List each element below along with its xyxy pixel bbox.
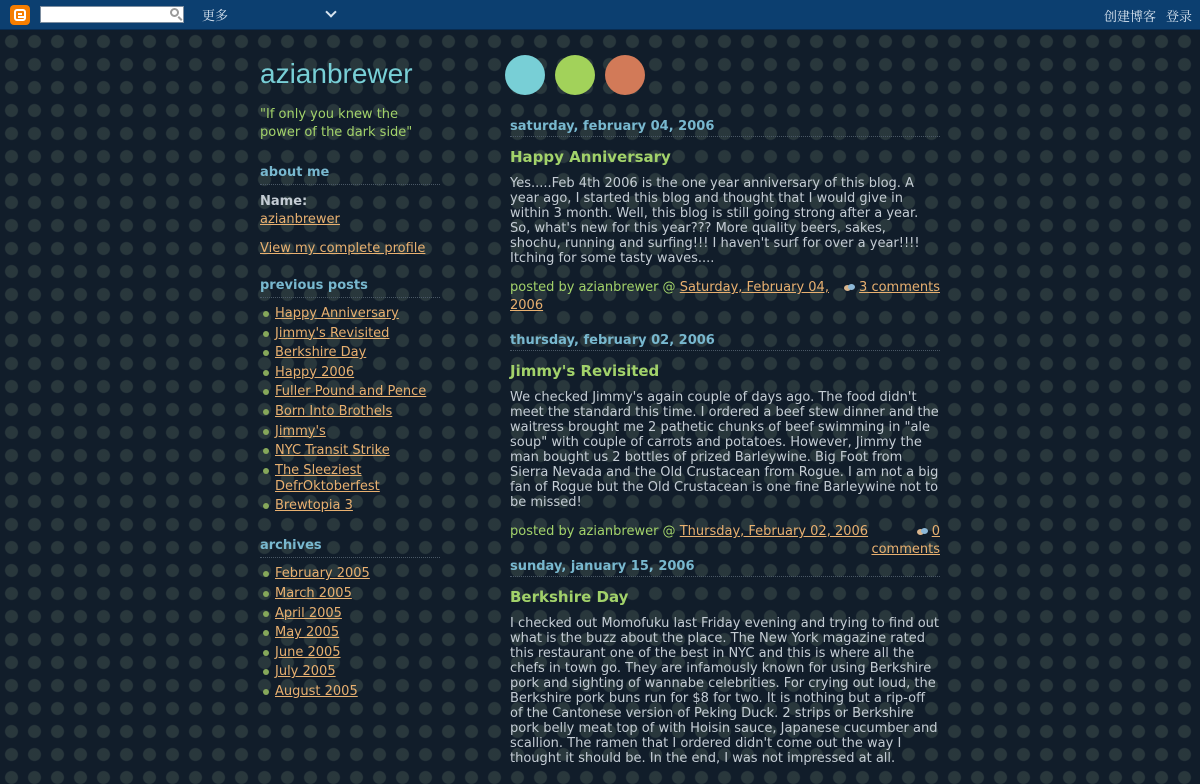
- profile-name-link[interactable]: azianbrewer: [260, 212, 340, 227]
- bullet-icon: [263, 311, 269, 317]
- post-title: Happy Anniversary: [510, 148, 671, 166]
- previous-post-item-link[interactable]: Brewtopia 3: [275, 498, 353, 514]
- comments-word-link[interactable]: comments: [871, 542, 940, 557]
- archive-item-link[interactable]: August 2005: [275, 683, 358, 699]
- view-profile-link[interactable]: View my complete profile: [260, 241, 426, 256]
- previous-post-item: [260, 443, 440, 459]
- navbar: [0, 0, 1200, 30]
- more-menu-button[interactable]: 更多: [202, 9, 229, 24]
- post-timestamp-link[interactable]: Thursday, February 02, 2006: [679, 524, 869, 539]
- bullet-icon: [263, 350, 269, 356]
- bullet-icon: [263, 611, 269, 617]
- post-timestamp-link[interactable]: Saturday, February 04, 2006: [510, 280, 829, 313]
- previous-post-item: [260, 498, 440, 514]
- archive-item-link[interactable]: April 2005: [275, 605, 342, 621]
- previous-post-item: [260, 306, 440, 322]
- comments-count-link[interactable]: 0: [931, 524, 940, 539]
- post-body: Yes.....Feb 4th 2006 is the one year anniversary of this blog. A year ago, I started this blog and thought that I would give in within 3 month. Well, this blog is still going strong after a year. So, what's new for this year??? More quality beers, sakes, shochu, running and surfing!!! I haven't surf for over a year!!!! Itching for some tasty waves....: [510, 176, 920, 266]
- profile-name-label: Name:: [260, 194, 308, 209]
- posted-by-label: posted by azianbrewer @: [510, 524, 680, 539]
- archive-item: [260, 664, 440, 680]
- main-content: [510, 119, 940, 784]
- bullet-icon: [263, 650, 269, 656]
- comments-wrap: [871, 523, 940, 559]
- bullet-icon: [263, 571, 269, 577]
- archive-item: [260, 586, 440, 602]
- archive-item: [260, 625, 440, 641]
- date-header: thursday, february 02, 2006: [510, 333, 940, 351]
- date-header: sunday, january 15, 2006: [510, 559, 940, 577]
- previous-post-item-link[interactable]: The Sleeziest DefrOktoberfest: [275, 462, 380, 494]
- bullet-icon: [263, 630, 269, 636]
- search-box[interactable]: [40, 6, 184, 23]
- previous-post-item-link[interactable]: Born Into Brothels: [275, 403, 393, 419]
- archive-item-link[interactable]: March 2005: [275, 585, 352, 601]
- post-footer: [510, 523, 940, 557]
- search-icon[interactable]: [170, 8, 179, 17]
- bullet-icon: [263, 669, 269, 675]
- previous-post-item-link[interactable]: Jimmy's Revisited: [275, 325, 390, 341]
- archive-item: [260, 645, 440, 661]
- archive-item-link[interactable]: May 2005: [275, 625, 340, 641]
- previous-post-item: [260, 404, 440, 420]
- post: [510, 119, 940, 315]
- bullet-icon: [263, 468, 269, 474]
- create-blog-link[interactable]: 创建博客: [1104, 10, 1157, 25]
- previous-post-item-link[interactable]: NYC Transit Strike: [275, 443, 390, 459]
- bullet-icon: [263, 409, 269, 415]
- about-me-heading: about me: [260, 164, 440, 185]
- posted-by-label: posted by azianbrewer @: [510, 280, 680, 295]
- previous-post-item-link[interactable]: Jimmy's: [275, 423, 326, 439]
- bullet-icon: [263, 689, 269, 695]
- previous-post-item: [260, 463, 440, 495]
- archive-item: [260, 566, 440, 582]
- archives-list: [260, 566, 440, 700]
- post-body: I checked out Momofuku last Friday evening and trying to find out what is the buzz about the place. The New York magazine rated this restaurant one of the best in NYC and this is where all the chefs in town go. They are infamously known for using Berkshire pork and sighting of wannabe celebrities. For crying out loud, the Berkshire pork buns run for $8 for two. It is nothing but a rip-off of the Cantonese version of Peking Duck. 2 strips or Berkshire pork belly meat top of with Hoisin sauce, Japanese cucumber and scallion. The ramen that I ordered didn't come out the way I thought it should be. In the end, I was not impressed at all.: [510, 616, 939, 766]
- post: [510, 333, 940, 557]
- blog-description: "If only you knew the power of the dark side": [260, 107, 413, 140]
- comments-wrap: [844, 279, 940, 297]
- previous-posts-heading: previous posts: [260, 277, 440, 298]
- archive-item-link[interactable]: June 2005: [275, 644, 341, 660]
- comments-link[interactable]: 3 comments: [859, 280, 940, 295]
- bullet-icon: [263, 591, 269, 597]
- blog-title[interactable]: azianbrewer: [260, 58, 413, 89]
- search-input[interactable]: [41, 7, 169, 22]
- bullet-icon: [263, 370, 269, 376]
- comment-icon: [844, 284, 855, 292]
- post-title: Jimmy's Revisited: [510, 362, 660, 380]
- previous-posts-list: [260, 306, 440, 514]
- post-title: Berkshire Day: [510, 588, 629, 606]
- bullet-icon: [263, 448, 269, 454]
- post: [510, 559, 940, 766]
- archive-item: [260, 606, 440, 622]
- archive-item: [260, 684, 440, 700]
- signin-link[interactable]: 登录: [1166, 10, 1193, 25]
- previous-post-item: [260, 424, 440, 440]
- bullet-icon: [263, 429, 269, 435]
- archive-item-link[interactable]: February 2005: [275, 566, 370, 582]
- previous-post-item: [260, 365, 440, 381]
- comment-icon: [917, 528, 928, 536]
- sidebar: [260, 106, 440, 723]
- bullet-icon: [263, 503, 269, 509]
- previous-post-item-link[interactable]: Berkshire Day: [275, 345, 367, 361]
- previous-post-item-link[interactable]: Fuller Pound and Pence: [275, 384, 427, 400]
- bullet-icon: [263, 331, 269, 337]
- previous-post-item: [260, 345, 440, 361]
- previous-post-item-link[interactable]: Happy Anniversary: [275, 306, 399, 321]
- post-footer: [510, 279, 940, 315]
- date-header: saturday, february 04, 2006: [510, 119, 940, 137]
- previous-post-item: [260, 326, 440, 342]
- post-body: We checked Jimmy's again couple of days ago. The food didn't meet the standard this time. I ordered a beef stew dinner and the waitress brought me 2 pathetic chunks of beef swimming in "ale soup" with couple of carrots and potatoes. However, Jimmy the man bought us 2 bottles of prized Barleywine. Big Foot from Sierra Nevada and the Old Crustacean from Rogue. I am not a big fan of Rogue but the Old Crustacean is one fine Barleywine not to be missed!: [510, 390, 939, 510]
- bullet-icon: [263, 389, 269, 395]
- header-circle-orange: [605, 55, 645, 95]
- archives-heading: archives: [260, 537, 440, 558]
- previous-post-item-link[interactable]: Happy 2006: [275, 364, 355, 380]
- profile-block: [260, 193, 440, 258]
- archive-item-link[interactable]: July 2005: [275, 664, 336, 680]
- blogger-logo-icon[interactable]: [10, 5, 30, 25]
- chevron-down-icon[interactable]: [325, 6, 336, 17]
- previous-post-item: [260, 384, 440, 400]
- header-circle-green: [555, 55, 595, 95]
- header-circle-teal: [505, 55, 545, 95]
